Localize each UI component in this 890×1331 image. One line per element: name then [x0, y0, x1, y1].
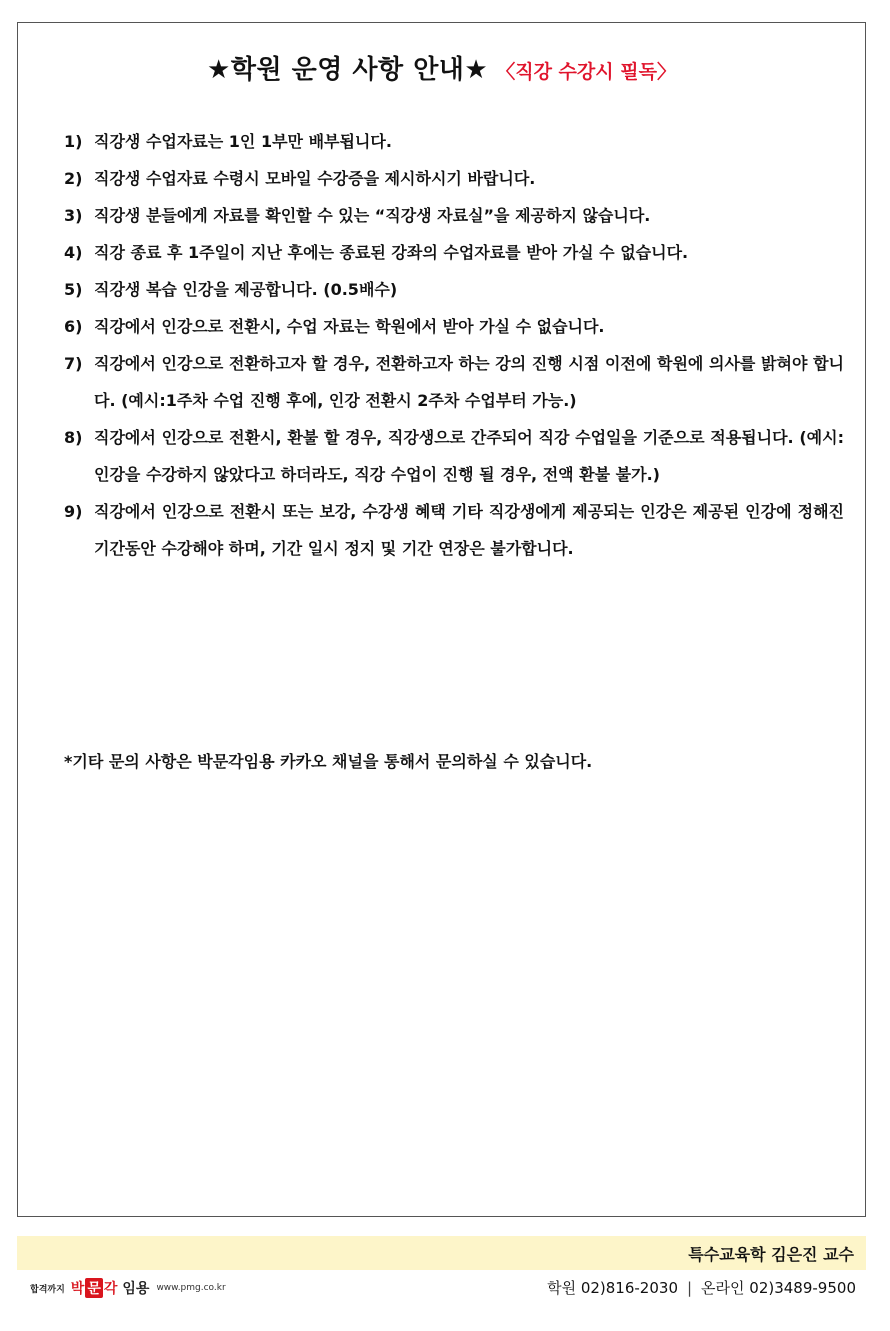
- title-row: [18, 49, 865, 86]
- notice-item-text: 직강생 분들에게 자료를 확인할 수 있는 “직강생 자료실”을 제공하지 않습니다.: [94, 206, 651, 225]
- notice-item-number: 3): [64, 206, 83, 225]
- brand-logo-box: 문: [85, 1278, 103, 1298]
- contact-online-phone: 온라인 02)3489-9500: [701, 1279, 856, 1297]
- notice-item: [64, 197, 844, 234]
- notice-item: [64, 493, 844, 567]
- notice-subtitle: 〈직강 수강시 필독〉: [496, 61, 676, 83]
- professor-bar: [17, 1236, 866, 1270]
- notice-item-number: 8): [64, 428, 83, 447]
- notice-item-number: 6): [64, 317, 83, 336]
- notice-item: [64, 308, 844, 345]
- notice-item-text: 직강생 복습 인강을 제공합니다. (0.5배수): [94, 280, 398, 299]
- contact-info: [547, 1277, 856, 1298]
- brand-logo-part: 각: [103, 1281, 118, 1297]
- notice-frame: [17, 22, 866, 1217]
- notice-item: [64, 345, 844, 419]
- notice-item-number: 7): [64, 354, 83, 373]
- professor-name: 특수교육학 김은진 교수: [688, 1244, 854, 1264]
- notice-item-text: 직강에서 인강으로 전환하고자 할 경우, 전환하고자 하는 강의 진행 시점 이전에 학원에 의사를 밝혀야 합니다. (예시:1주차 수업 진행 후에, 인강 전환시 2주차 수업부터 가능.): [94, 354, 844, 410]
- notice-item: [64, 234, 844, 271]
- notice-item-text: 직강에서 인강으로 전환시 또는 보강, 수강생 혜택 기타 직강생에게 제공되는 인강은 제공된 인강에 정해진 기간동안 수강해야 하며, 기간 일시 정지 및 기간 연장은 불가합니다.: [94, 502, 844, 558]
- notice-item-text: 직강에서 인강으로 전환시, 수업 자료는 학원에서 받아 가실 수 없습니다.: [94, 317, 605, 336]
- notice-title: ★학원 운영 사항 안내★: [207, 55, 489, 85]
- notice-item-text: 직강생 수업자료는 1인 1부만 배부됩니다.: [94, 132, 392, 151]
- notice-item-number: 2): [64, 169, 83, 188]
- notice-item-number: 9): [64, 502, 83, 521]
- notice-item: [64, 123, 844, 160]
- notice-item: [64, 160, 844, 197]
- brand-logo: [71, 1278, 118, 1298]
- brand-logo-area: [30, 1278, 226, 1298]
- brand-url: www.pmg.co.kr: [156, 1283, 226, 1293]
- notice-item-text: 직강생 수업자료 수령시 모바일 수강증을 제시하시기 바랍니다.: [94, 169, 536, 188]
- notice-item-number: 1): [64, 132, 83, 151]
- notice-item-number: 4): [64, 243, 83, 262]
- brand-logo-part: 박: [70, 1281, 85, 1297]
- notice-list: [64, 123, 844, 567]
- brand-subname: 임용: [122, 1281, 150, 1297]
- notice-item: [64, 271, 844, 308]
- notice-item-text: 직강 종료 후 1주일이 지난 후에는 종료된 강좌의 수업자료를 받아 가실 수 없습니다.: [94, 243, 689, 262]
- contact-academy-phone: 학원 02)816-2030: [547, 1279, 678, 1297]
- notice-item: [64, 419, 844, 493]
- inquiry-footnote: *기타 문의 사항은 박문각임용 카카오 채널을 통해서 문의하실 수 있습니다.: [64, 752, 593, 771]
- contact-separator: |: [686, 1279, 693, 1297]
- brand-tagline: 합격까지: [30, 1284, 65, 1295]
- notice-item-number: 5): [64, 280, 83, 299]
- notice-item-text: 직강에서 인강으로 전환시, 환불 할 경우, 직강생으로 간주되어 직강 수업일을 기준으로 적용됩니다. (예시:인강을 수강하지 않았다고 하더라도, 직강 수업이 진행 될 경우, 전액 환불 불가.): [94, 428, 844, 484]
